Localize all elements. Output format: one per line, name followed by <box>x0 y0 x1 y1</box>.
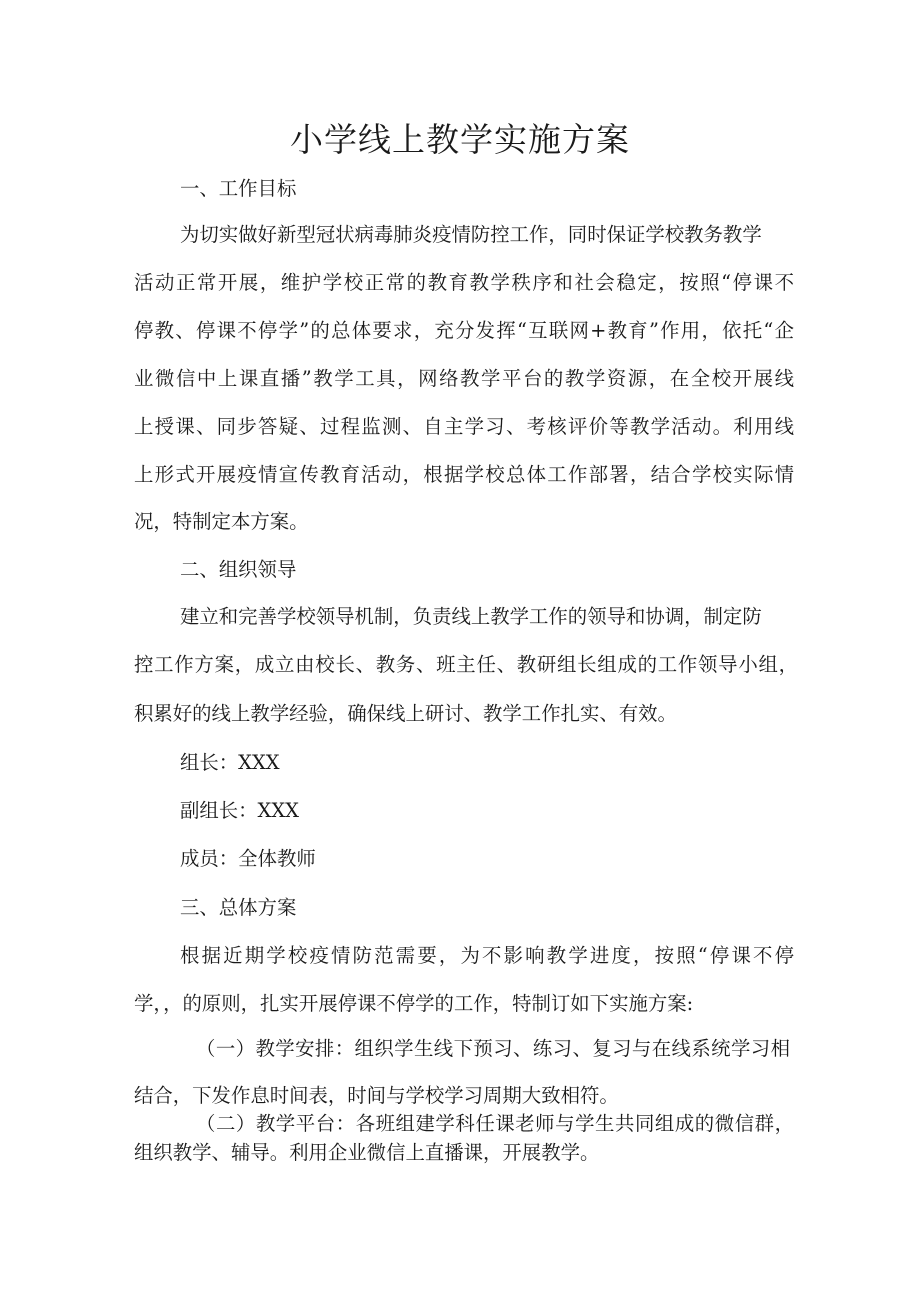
paragraph-line: 学，，的原则，扎实开展停课不停学的工作，特制订如下实施方案: <box>134 992 694 1015</box>
plan-item-line: （二）教学平台：各班组建学科任课老师与学生共同组成的微信群， <box>196 1112 794 1135</box>
paragraph-line: 根据近期学校疫情防范需要，为不影响教学进度，按照“停课不停 <box>180 944 794 967</box>
paragraph-line: 上授课、同步答疑、过程监测、自主学习、考核评价等教学活动。利用线 <box>134 415 794 438</box>
paragraph-line: 况，特制定本方案。 <box>134 510 309 533</box>
member-members: 成员：全体教师 <box>180 847 316 870</box>
paragraph-line: 建立和完善学校领导机制，负责线上教学工作的领导和协调，制定防 <box>180 605 762 628</box>
section-heading-goals: 一、工作目标 <box>180 177 297 200</box>
plan-item-line: 结合，下发作息时间表，时间与学校学习周期大致相符。 <box>134 1084 619 1107</box>
section-heading-leadership: 二、组织领导 <box>180 558 297 581</box>
paragraph-line: 活动正常开展，维护学校正常的教育教学秩序和社会稳定，按照“停课不 <box>134 271 794 294</box>
paragraph-line: 停教、停课不停学”的总体要求，充分发挥“互联网+教育”作用，依托“企 <box>134 319 794 342</box>
plan-item-line: （一）教学安排：组织学生线下预习、练习、复习与在线系统学习相 <box>196 1037 790 1060</box>
plan-item-line: 组织教学、辅导。利用企业微信上直播课，开展教学。 <box>134 1141 600 1164</box>
member-deputy-leader: 副组长：XXX <box>180 799 299 822</box>
paragraph-line: 为切实做好新型冠状病毒肺炎疫情防控工作，同时保证学校教务教学 <box>180 223 762 246</box>
section-heading-overall-plan: 三、总体方案 <box>180 896 297 919</box>
document-title: 小学线上教学实施方案 <box>290 120 630 159</box>
paragraph-line: 积累好的线上教学经验，确保线上研讨、教学工作扎实、有效。 <box>134 702 677 725</box>
paragraph-line: 业微信中上课直播”教学工具，网络教学平台的教学资源，在全校开展线 <box>134 367 794 390</box>
paragraph-line: 上形式开展疫情宣传教育活动，根据学校总体工作部署，结合学校实际情 <box>134 463 794 486</box>
paragraph-line: 控工作方案，成立由校长、教务、班主任、教研组长组成的工作领导小组， <box>134 653 798 676</box>
member-group-leader: 组长：XXX <box>180 751 280 774</box>
